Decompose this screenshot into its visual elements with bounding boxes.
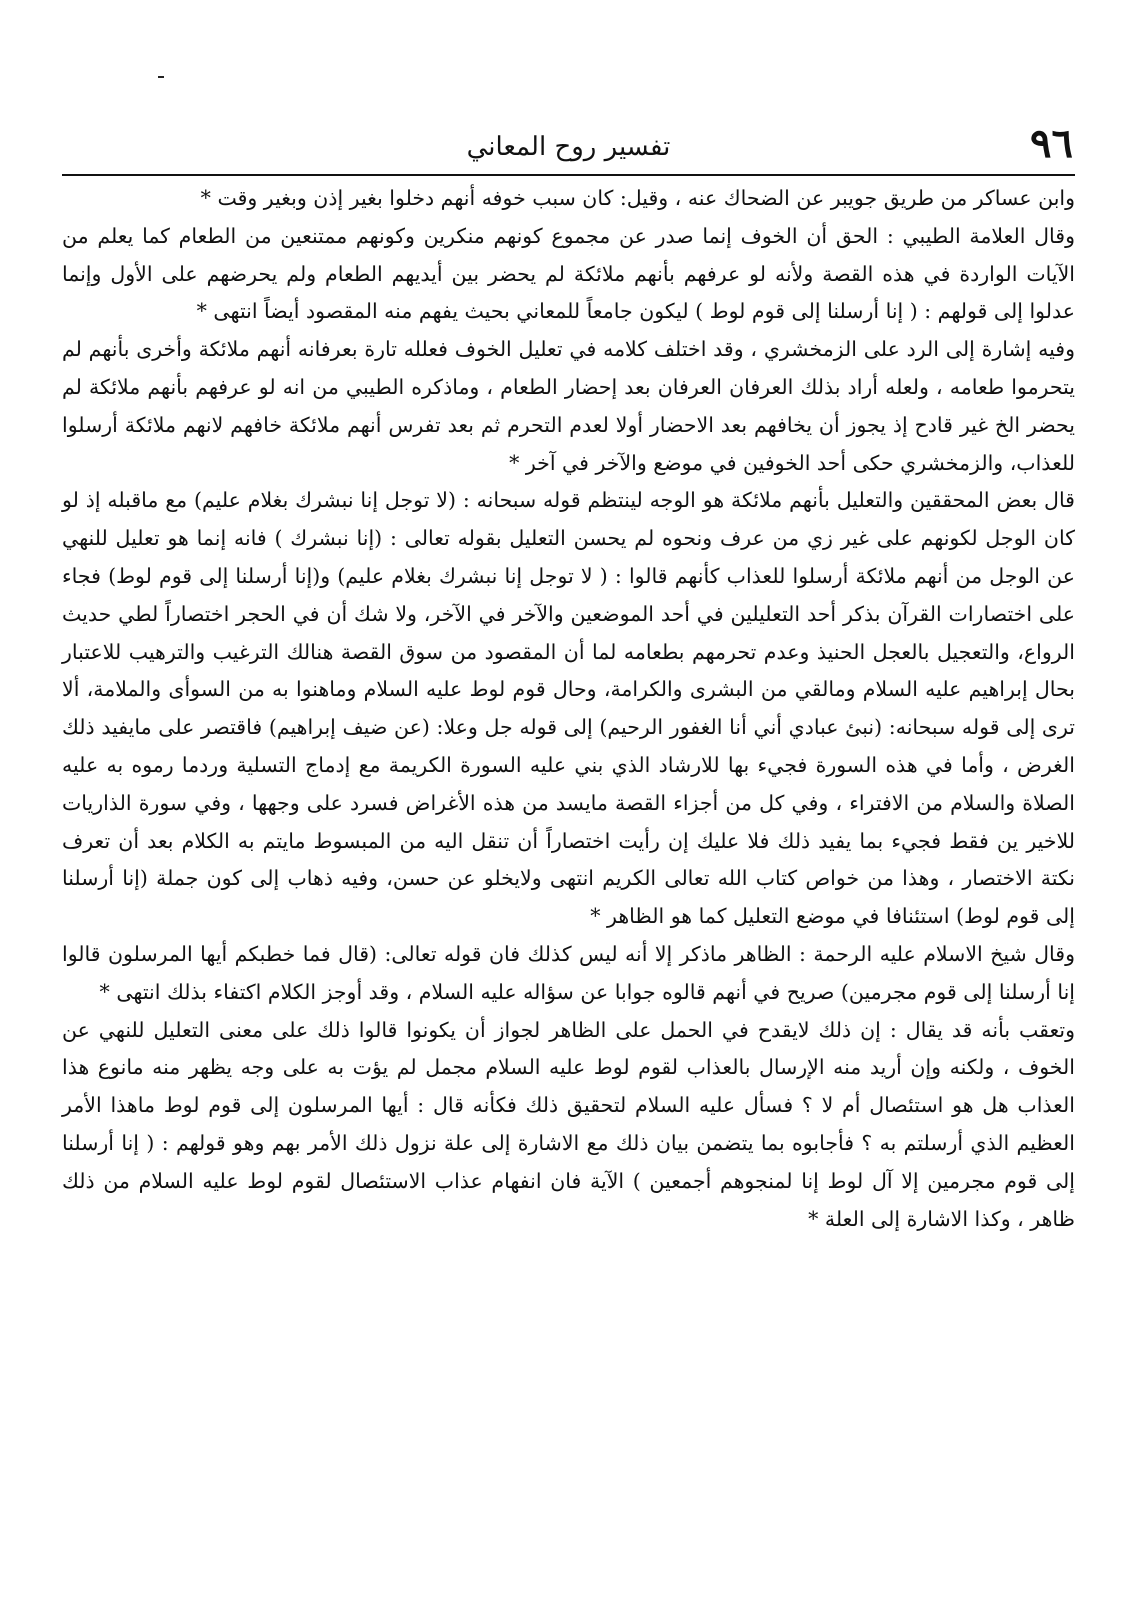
page-header xyxy=(62,118,1075,170)
stray-ink-mark xyxy=(158,76,164,78)
page xyxy=(62,118,1075,1238)
paragraph: وقال العلامة الطيبي : الحق أن الخوف إنما صدر عن مجموع كونهم منكرين وكونهم ممتنعين من الطعام كما يعلم من الآيات الواردة في هذه القصة ولأنه لو عرفهم بأنهم ملائكة لم يحضر بين أيديهم الطعام ولم يحرضهم على الأول وإنما عدلوا إلى قولهم : ( إنا أرسلنا إلى قوم لوط ) ليكون جامعاً للمعاني بحيث يفهم منه المقصود أيضاً انتهى * xyxy=(62,223,1075,324)
paragraph: وقال شيخ الاسلام عليه الرحمة : الظاهر ماذكر إلا أنه ليس كذلك فان قوله تعالى: (قال فما خطبكم أيها المرسلون قالوا إنا أرسلنا إلى قوم مجرمين) صريح في أنهم قالوه جوابا عن سؤاله عليه السلام ، وقد أوجز الكلام اكتفاء بذلك انتهى * xyxy=(62,941,1075,1004)
paragraph: وتعقب بأنه قد يقال : إن ذلك لايقدح في الحمل على الظاهر لجواز أن يكونوا قالوا ذلك على معنى التعليل للنهي عن الخوف ، ولكنه وإن أريد منه الإرسال بالعذاب لقوم لوط عليه السلام مجمل لم يؤت به على وجه يظهر منه مانوع هذا العذاب هل هو استئصال أم لا ؟ فسأل عليه السلام لتحقيق ذلك فكأنه قال : أيها المرسلون إلى قوم لوط ماهذا الأمر العظيم الذي أرسلتم به ؟ فأجابوه بما يتضمن بيان ذلك مع الاشارة إلى علة نزول ذلك الأمر بهم وهو قولهم : ( إنا أرسلنا إلى قوم مجرمين إلا آل لوط إنا لمنجوهم أجمعين ) الآية فان انفهام عذاب الاستئصال لقوم لوط عليه السلام من ذلك ظاهر ، وكذا الاشارة إلى العلة * xyxy=(62,1017,1075,1231)
paragraph: وفيه إشارة إلى الرد على الزمخشري ، وقد اختلف كلامه في تعليل الخوف فعلله تارة بعرفانه أنهم ملائكة وأخرى بأنهم لم يتحرموا طعامه ، ولعله أراد بذلك العرفان العرفان بعد إحضار الطعام ، وماذكره الطيبي من انه لو عرفهم بأنهم ملائكة لم يحضر الخ غير قادح إذ يجوز أن يخافهم بعد الاحضار أولا لعدم التحرم ثم بعد تفرس أنهم ملائكة خافهم لانهم ملائكة أرسلوا للعذاب، والزمخشري حكى أحد الخوفين في موضع والآخر في آخر * xyxy=(62,337,1075,475)
page-number: ٩٦ xyxy=(1030,120,1073,167)
page-body xyxy=(62,180,1075,1238)
header-rule xyxy=(62,174,1075,176)
running-title: تفسير روح المعاني xyxy=(466,132,671,162)
paragraph: وابن عساكر من طريق جويبر عن الضحاك عنه ، وقيل: كان سبب خوفه أنهم دخلوا بغير إذن وبغير وقت * xyxy=(200,186,1075,210)
paragraph: قال بعض المحققين والتعليل بأنهم ملائكة هو الوجه لينتظم قوله سبحانه : (لا توجل إنا نبشرك بغلام عليم) مع ماقبله إذ لو كان الوجل لكونهم على غير زي من عرف ونحوه لم يحسن التعليل بقوله تعالى : (إنا نبشرك ) فانه إنما هو تعليل للنهي عن الوجل من أنهم ملائكة أرسلوا للعذاب كأنهم قالوا : ( لا توجل إنا نبشرك بغلام عليم) و(إنا أرسلنا إلى قوم لوط) فجاء على اختصارات القرآن بذكر أحد التعليلين في أحد الموضعين والآخر في الآخر، ولا شك أن في الحجر اختصاراً لطي حديث الرواع، والتعجيل بالعجل الحنيذ وعدم تحرمهم بطعامه لما أن المقصود من سوق القصة هنالك الترغيب والترهيب للاعتبار بحال إبراهيم عليه السلام ومالقي من البشرى والكرامة، وحال قوم لوط عليه السلام وماهنوا به من السوأى والملامة، ألا ترى إلى قوله سبحانه: (نبئ عبادي أني أنا الغفور الرحيم) إلى قوله جل وعلا: (عن ضيف إبراهيم) فاقتصر على مايفيد ذلك الغرض ، وأما في هذه السورة فجيء بها للارشاد الذي بني عليه السورة الكريمة مع إدماج التسلية وردما رموه به عليه الصلاة والسلام من الافتراء ، وفي كل من أجزاء القصة مايسد من هذه الأغراض فسرد على وجهها ، وفي سورة الذاريات للاخير ين فقط فجيء بما يفيد ذلك فلا عليك إن رأيت اختصاراً أن تنقل اليه من المبسوط مايتم به الكلام بعد أن تعرف نكتة الاختصار ، وهذا من خواص كتاب الله تعالى الكريم انتهى ولايخلو عن حسن، وفيه ذهاب إلى كون جملة (إنا أرسلنا إلى قوم لوط) استئنافا في موضع التعليل كما هو الظاهر * xyxy=(62,488,1075,929)
